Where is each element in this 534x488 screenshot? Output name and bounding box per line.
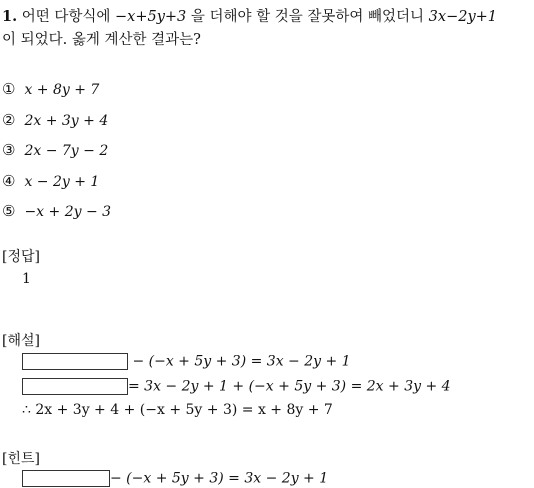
option-1[interactable]: [2, 80, 99, 98]
question-line-1: [2, 5, 497, 26]
option-mark: ②: [2, 111, 16, 129]
option-5[interactable]: [2, 202, 111, 220]
hint-line-1: [22, 470, 328, 487]
explanation-line-1: [22, 353, 351, 370]
explanation-line-2-text: = 3x − 2y + 1 + (−x + 5y + 3) = 2x + 3y + 4: [128, 378, 451, 395]
answer-blank-box: [22, 470, 110, 487]
added-expression: −x+5y+3: [115, 9, 187, 25]
answer-blank-box: [22, 353, 128, 370]
option-mark: ①: [2, 80, 16, 98]
option-mark: ④: [2, 172, 16, 190]
option-3[interactable]: [2, 141, 108, 159]
explanation-line-1-text: − (−x + 5y + 3) = 3x − 2y + 1: [132, 353, 351, 370]
result-expression: 3x−2y+1: [428, 9, 498, 25]
answer-blank-box: [22, 378, 128, 395]
answer-label: [정답]: [2, 249, 40, 265]
hint-line-1-text: − (−x + 5y + 3) = 3x − 2y + 1: [110, 470, 329, 487]
explanation-line-3: ∴ 2x + 3y + 4 + (−x + 5y + 3) = x + 8y + 7: [22, 402, 333, 418]
option-mark: ③: [2, 141, 16, 159]
answer-value: 1: [22, 271, 31, 287]
option-text: x − 2y + 1: [24, 174, 100, 190]
question-text-start: 어떤 다항식에: [21, 9, 111, 25]
option-mark: ⑤: [2, 202, 16, 220]
option-text: 2x − 7y − 2: [24, 143, 109, 159]
option-4[interactable]: [2, 172, 99, 190]
explanation-label: [해설]: [2, 333, 40, 349]
question-text-mid: 을 더해야 할 것을 잘못하여 빼었더니: [190, 9, 425, 25]
explanation-line-2: [22, 378, 451, 395]
option-text: x + 8y + 7: [24, 82, 100, 98]
hint-label: [힌트]: [2, 451, 40, 467]
option-2[interactable]: [2, 111, 108, 129]
question-number: 1.: [2, 8, 18, 25]
option-text: 2x + 3y + 4: [24, 113, 109, 129]
question-line-2: 이 되었다. 옳게 계산한 결과는?: [2, 32, 201, 48]
option-text: −x + 2y − 3: [24, 204, 112, 220]
